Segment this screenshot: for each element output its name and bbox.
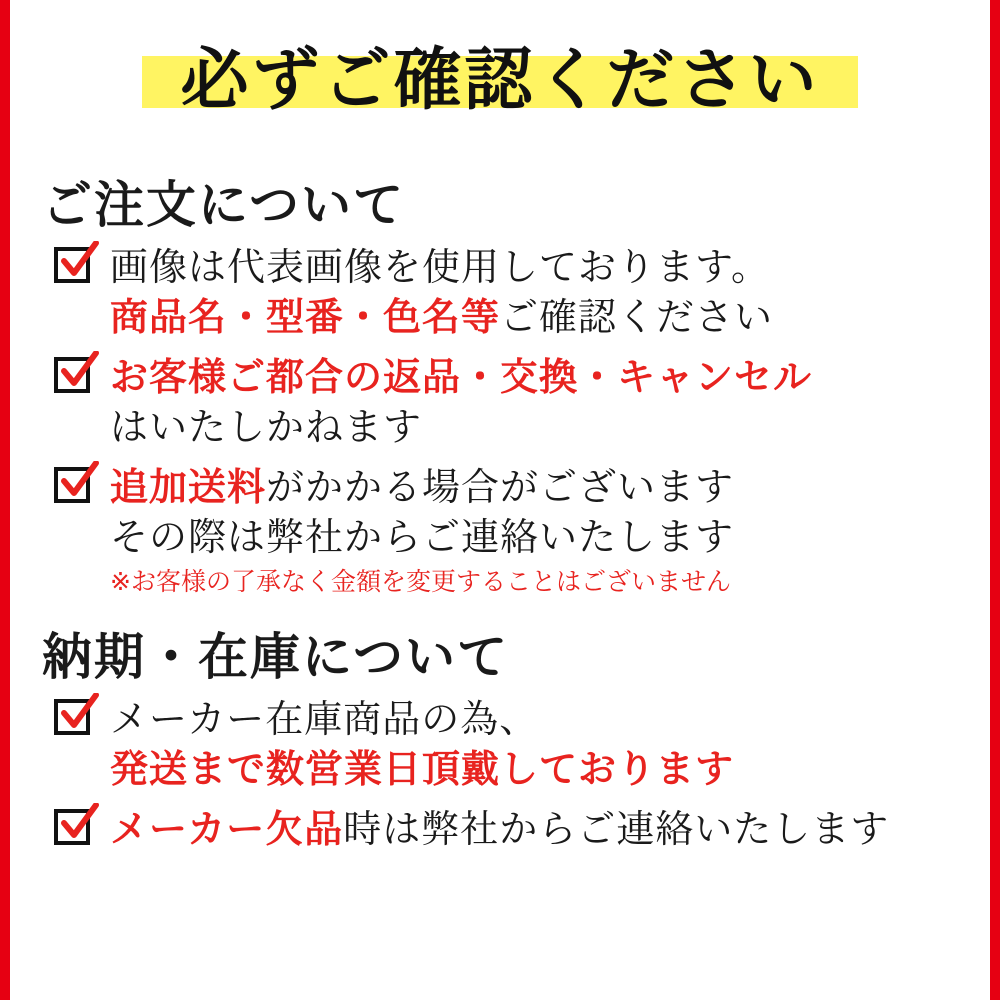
checkbox-checked-icon [54,699,94,739]
checklist-item [54,805,990,855]
emphasis-text: 追加送料 [110,467,267,510]
checklist-item-line [110,745,990,795]
checklist-item-line [110,695,990,745]
checklist-item-line [110,353,990,403]
check-mark-icon [56,803,100,847]
body-text: 時は弊社からご連絡いたします [343,809,890,852]
checkbox-checked-icon [54,467,94,507]
checklist-item [54,243,990,343]
sections-container [10,174,990,855]
item-note: ※お客様の了承なく金額を変更することはございません [110,568,731,597]
section-heading: ご注文について [42,177,405,233]
emphasis-text: 発送まで数営業日頂戴しております [110,749,735,792]
page-title [10,34,990,126]
emphasis-text: 商品名・型番・色名等 [110,296,501,339]
checkbox-checked-icon [54,247,94,287]
body-text: ご確認ください [500,296,774,339]
emphasis-text: メーカー欠品 [110,809,344,852]
title-text: 必ずご確認ください [180,42,820,118]
checkbox-checked-icon [54,809,94,849]
checklist-item-line [110,293,990,343]
body-text: メーカー在庫商品の為、 [110,698,539,741]
checklist-item-line [110,403,990,453]
body-text: その際は弊社からご連絡いたします [110,517,735,560]
check-mark-icon [56,241,100,285]
check-mark-icon [56,351,100,395]
check-mark-icon [56,461,100,505]
checklist-item-line [110,513,990,563]
body-text: がかかる場合がございます [266,467,735,510]
body-text: 画像は代表画像を使用しております。 [110,246,770,289]
notice-content [10,0,990,1000]
emphasis-text: お客様ご都合の返品・交換・キャンセル [110,356,813,399]
checklist-item [54,463,990,600]
checklist-item-line [110,805,990,855]
checkbox-checked-icon [54,357,94,397]
check-mark-icon [56,693,100,737]
section-heading: 納期・在庫について [42,629,509,686]
checklist-item [54,353,990,453]
body-text: はいたしかねます [110,406,423,449]
checklist-item [54,695,990,795]
checklist-item-line [110,243,990,293]
left-red-edge-bar [0,0,10,1000]
checklist-item-line [110,463,990,513]
right-red-edge-bar [990,0,1000,1000]
